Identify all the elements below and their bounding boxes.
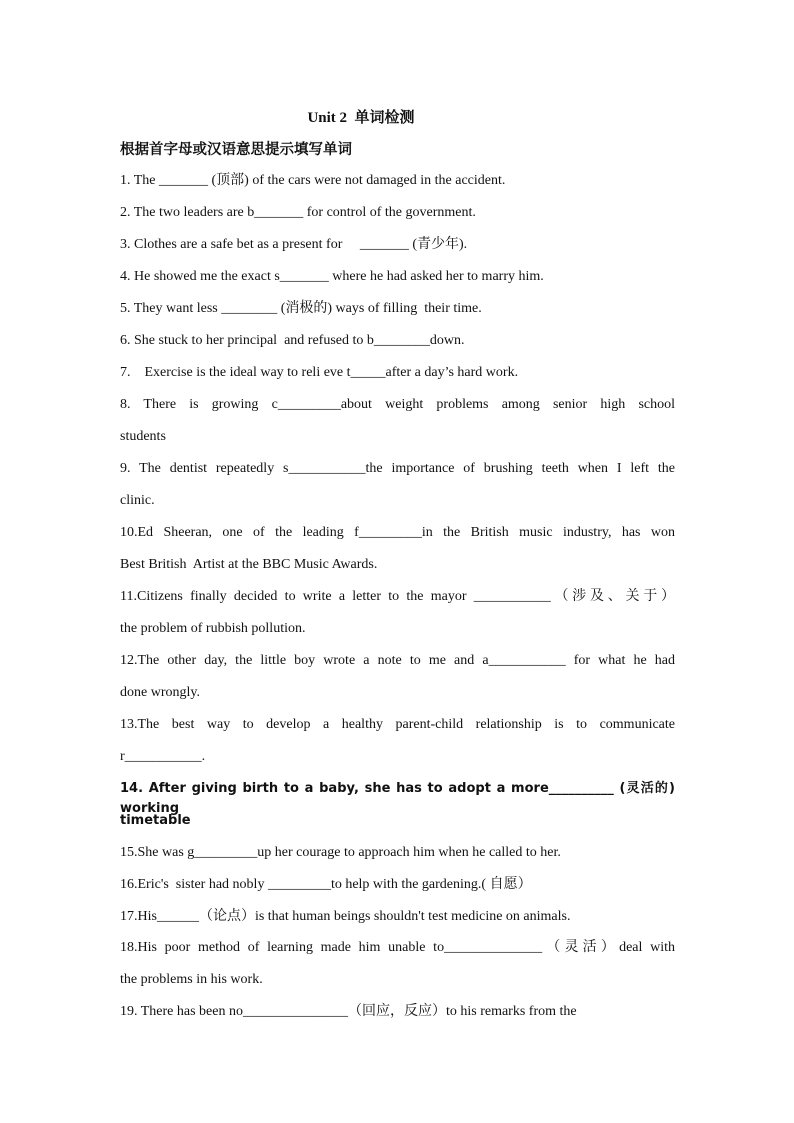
- exercise-line: 17.His______（论点）is that human beings shouldn't test medicine on animals.: [120, 909, 571, 924]
- exercise-line: 13.The best way to develop a healthy parent-child relationship is to communicate: [120, 717, 675, 732]
- exercise-line: 2. The two leaders are b_______ for control of the government.: [120, 205, 476, 220]
- exercise-line: 4. He showed me the exact s_______ where he had asked her to marry him.: [120, 269, 544, 284]
- exercise-line: 11.Citizens finally decided to write a letter to the mayor ___________（涉及、关于）: [120, 589, 675, 604]
- exercise-line: 14. After giving birth to a baby, she has to adopt a more__________ (灵活的) working: [120, 781, 675, 816]
- exercise-line: done wrongly.: [120, 685, 200, 700]
- exercise-line: students: [120, 429, 166, 444]
- page-title: Unit 2 单词检测: [307, 110, 415, 126]
- exercise-line: the problems in his work.: [120, 972, 263, 987]
- exercise-line: the problem of rubbish pollution.: [120, 621, 306, 636]
- exercise-line: 16.Eric's sister had nobly _________to help with the gardening.( 自愿）: [120, 877, 532, 892]
- exercise-line: 12.The other day, the little boy wrote a note to me and a___________ for what he had: [120, 653, 675, 668]
- exercise-line: 8. There is growing c_________about weight problems among senior high school: [120, 397, 675, 412]
- exercise-line: 18.His poor method of learning made him unable to______________（灵活）deal with: [120, 940, 675, 955]
- exercise-line: clinic.: [120, 493, 155, 508]
- exercise-line: 9. The dentist repeatedly s___________the importance of brushing teeth when I left the: [120, 461, 675, 476]
- exercise-line: 19. There has been no_______________（回应，反应）to his remarks from the: [120, 1004, 577, 1019]
- exercise-line: 7. Exercise is the ideal way to reli eve t_____after a day’s hard work.: [120, 365, 519, 380]
- exercise-line: 10.Ed Sheeran, one of the leading f_________in the British music industry, has won: [120, 525, 675, 540]
- exercise-line: 3. Clothes are a safe bet as a present for _______ (青少年).: [120, 237, 468, 252]
- exercise-line: 6. She stuck to her principal and refused to b________down.: [120, 333, 465, 348]
- exercise-line: timetable: [120, 813, 191, 828]
- exercise-line: Best British Artist at the BBC Music Awards.: [120, 557, 378, 572]
- exercise-line: 5. They want less ________ (消极的) ways of filling their time.: [120, 301, 482, 316]
- exercise-line: r___________.: [120, 749, 206, 764]
- exercise-line: 15.She was g_________up her courage to approach him when he called to her.: [120, 845, 561, 860]
- instruction-heading: 根据首字母或汉语意思提示填写单词: [120, 142, 352, 158]
- exercise-line: 1. The _______ (顶部) of the cars were not damaged in the accident.: [120, 173, 506, 188]
